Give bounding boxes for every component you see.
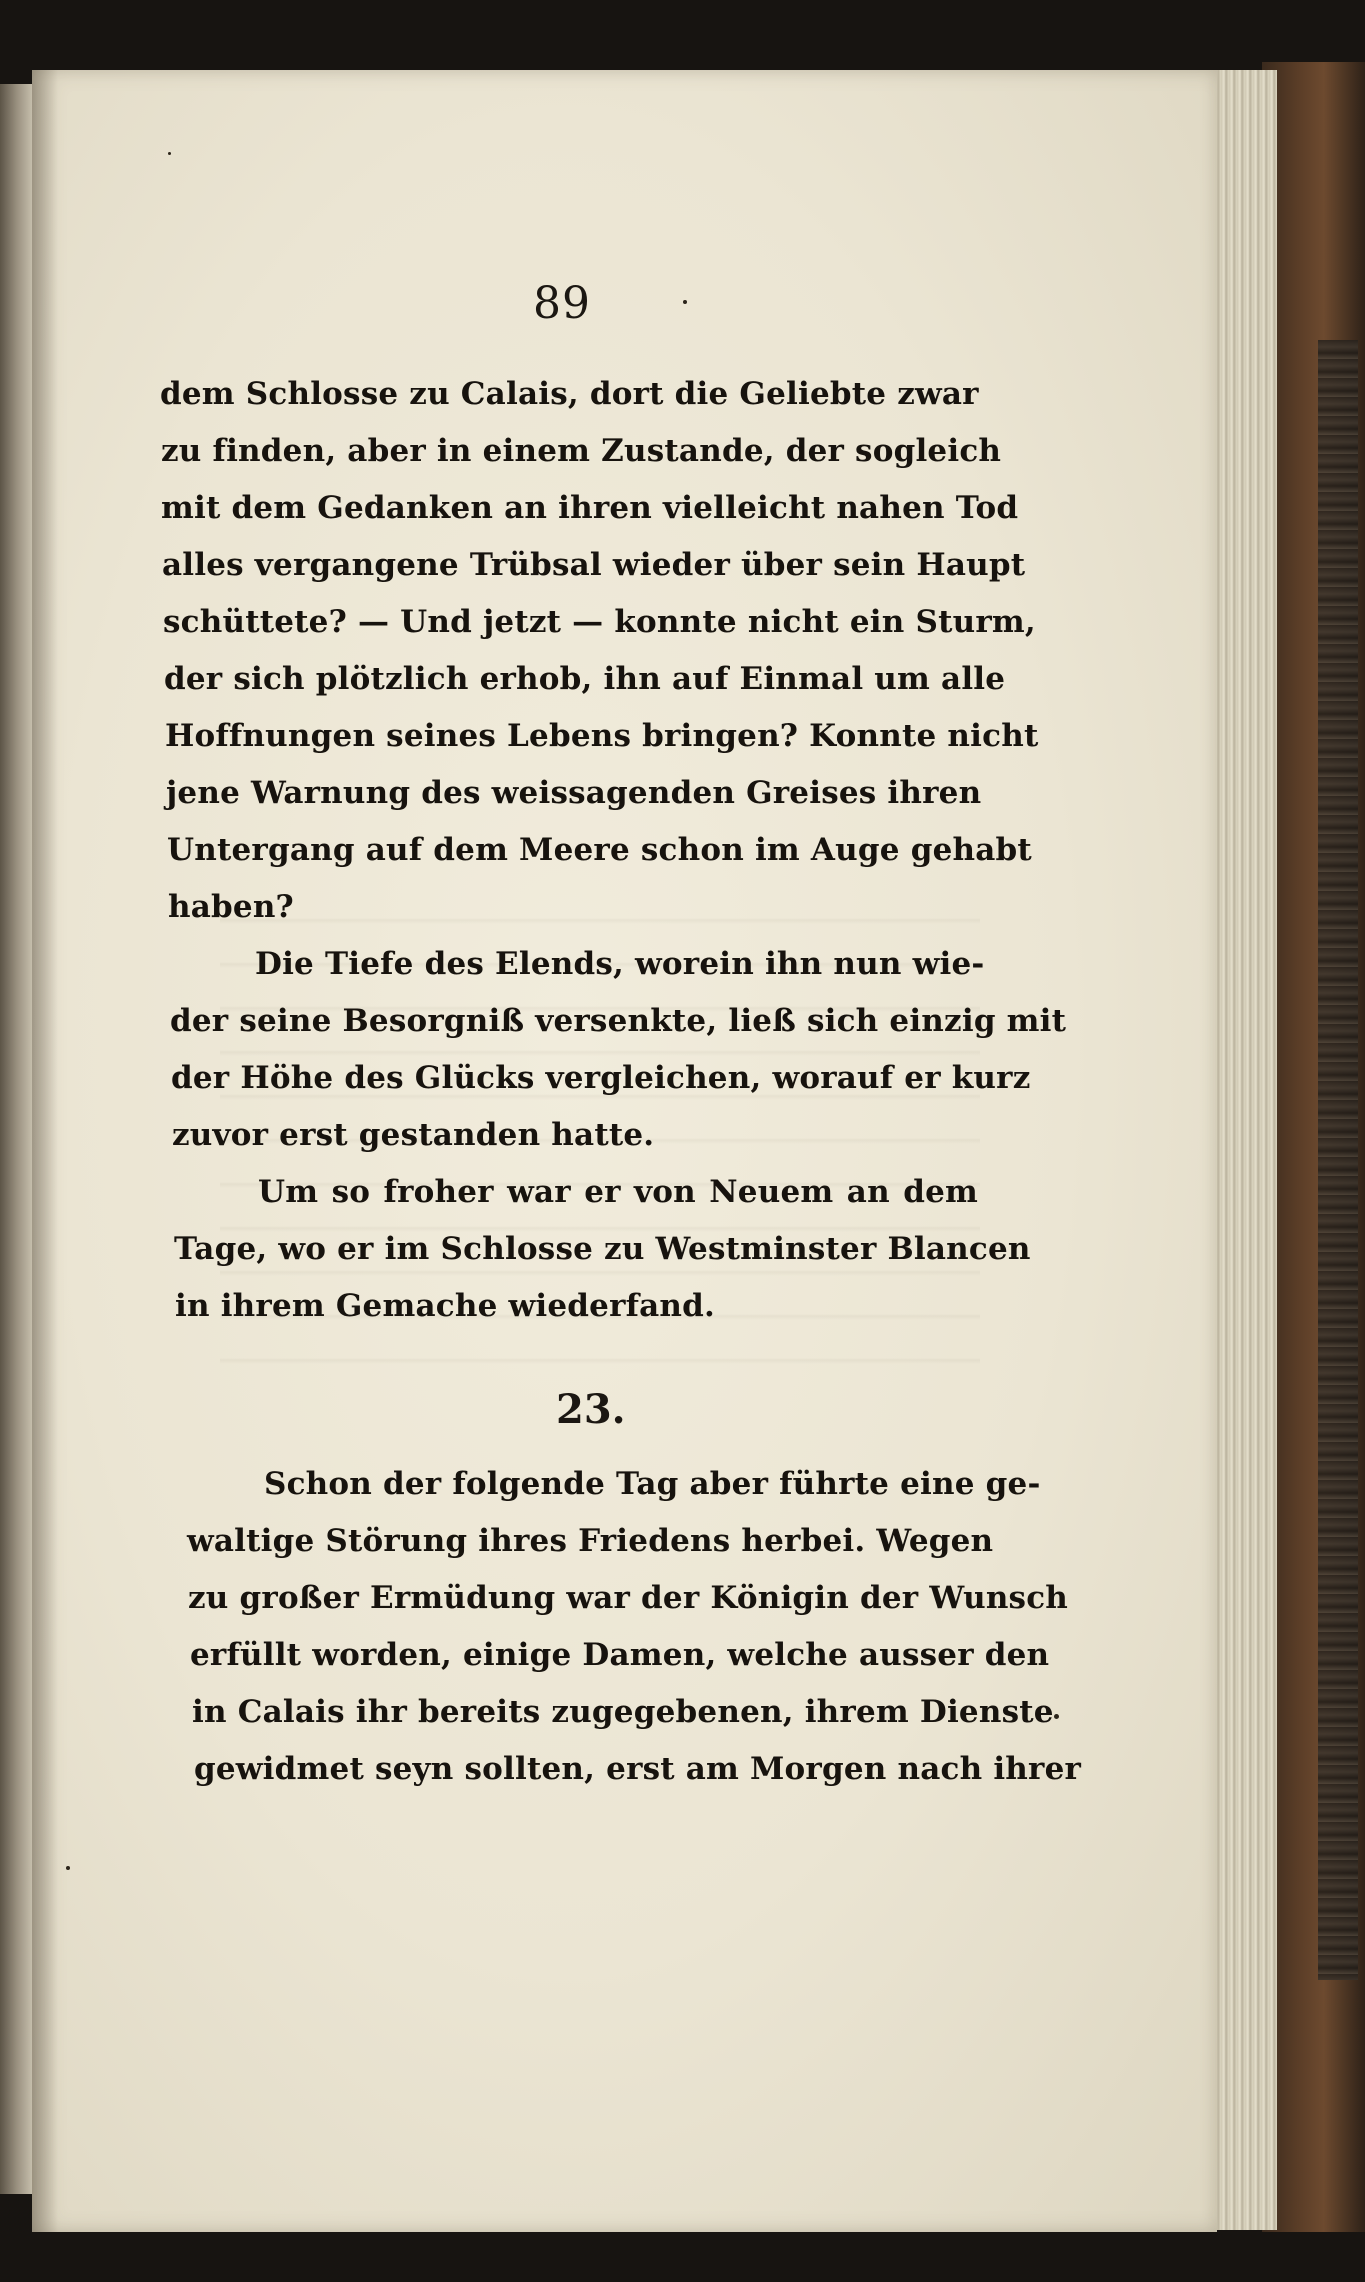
- text-line: zuvor erst gestanden hatte.: [172, 1117, 655, 1153]
- text-line: jene Warnung des weissagenden Greises ihren: [166, 775, 982, 811]
- text-line: Um so froher war er von Neuem an dem: [258, 1174, 978, 1210]
- text-line: waltige Störung ihres Friedens herbei. Wegen: [187, 1523, 994, 1559]
- text-line: zu großer Ermüdung war der Königin der Wunsch: [188, 1580, 1069, 1616]
- section-number: 23.: [556, 1386, 626, 1433]
- text-line: erfüllt worden, einige Damen, welche ausser den: [190, 1637, 1050, 1673]
- text-line: der Höhe des Glücks vergleichen, worauf er kurz: [171, 1060, 1031, 1096]
- text-line: Die Tiefe des Elends, worein ihn nun wie-: [255, 946, 985, 982]
- text-line: haben?: [168, 889, 294, 925]
- text-line: in Calais ihr bereits zugegebenen, ihrem Dienste: [192, 1694, 1054, 1730]
- text-line: in ihrem Gemache wiederfand.: [175, 1288, 716, 1324]
- page-number: 89: [533, 278, 591, 329]
- spine-shadow: [32, 70, 58, 2232]
- text-line: dem Schlosse zu Calais, dort die Geliebte zwar: [160, 376, 979, 412]
- text-line: der seine Besorgniß versenkte, ließ sich einzig mit: [170, 1003, 1067, 1039]
- paper-speck: [1054, 1714, 1059, 1719]
- text-line: alles vergangene Trübsal wieder über sein Haupt: [162, 547, 1026, 583]
- cover-texture: [1318, 340, 1358, 1980]
- text-line: der sich plötzlich erhob, ihn auf Einmal um alle: [164, 661, 1006, 697]
- text-line: Untergang auf dem Meere schon im Auge gehabt: [167, 832, 1032, 868]
- paper-speck: [683, 300, 687, 304]
- paper-speck: [66, 1866, 70, 1870]
- text-line: schüttete? — Und jetzt — konnte nicht ein Sturm,: [163, 604, 1036, 640]
- paper-speck: [168, 152, 171, 155]
- text-line: Tage, wo er im Schlosse zu Westminster Blancen: [174, 1231, 1031, 1267]
- text-line: gewidmet seyn sollten, erst am Morgen nach ihrer: [194, 1751, 1082, 1787]
- text-line: Hoffnungen seines Lebens bringen? Konnte nicht: [165, 718, 1039, 754]
- text-line: mit dem Gedanken an ihren vielleicht nahen Tod: [161, 490, 1019, 526]
- text-line: zu finden, aber in einem Zustande, der sogleich: [161, 433, 1002, 469]
- text-line: Schon der folgende Tag aber führte eine ge-: [264, 1466, 1041, 1502]
